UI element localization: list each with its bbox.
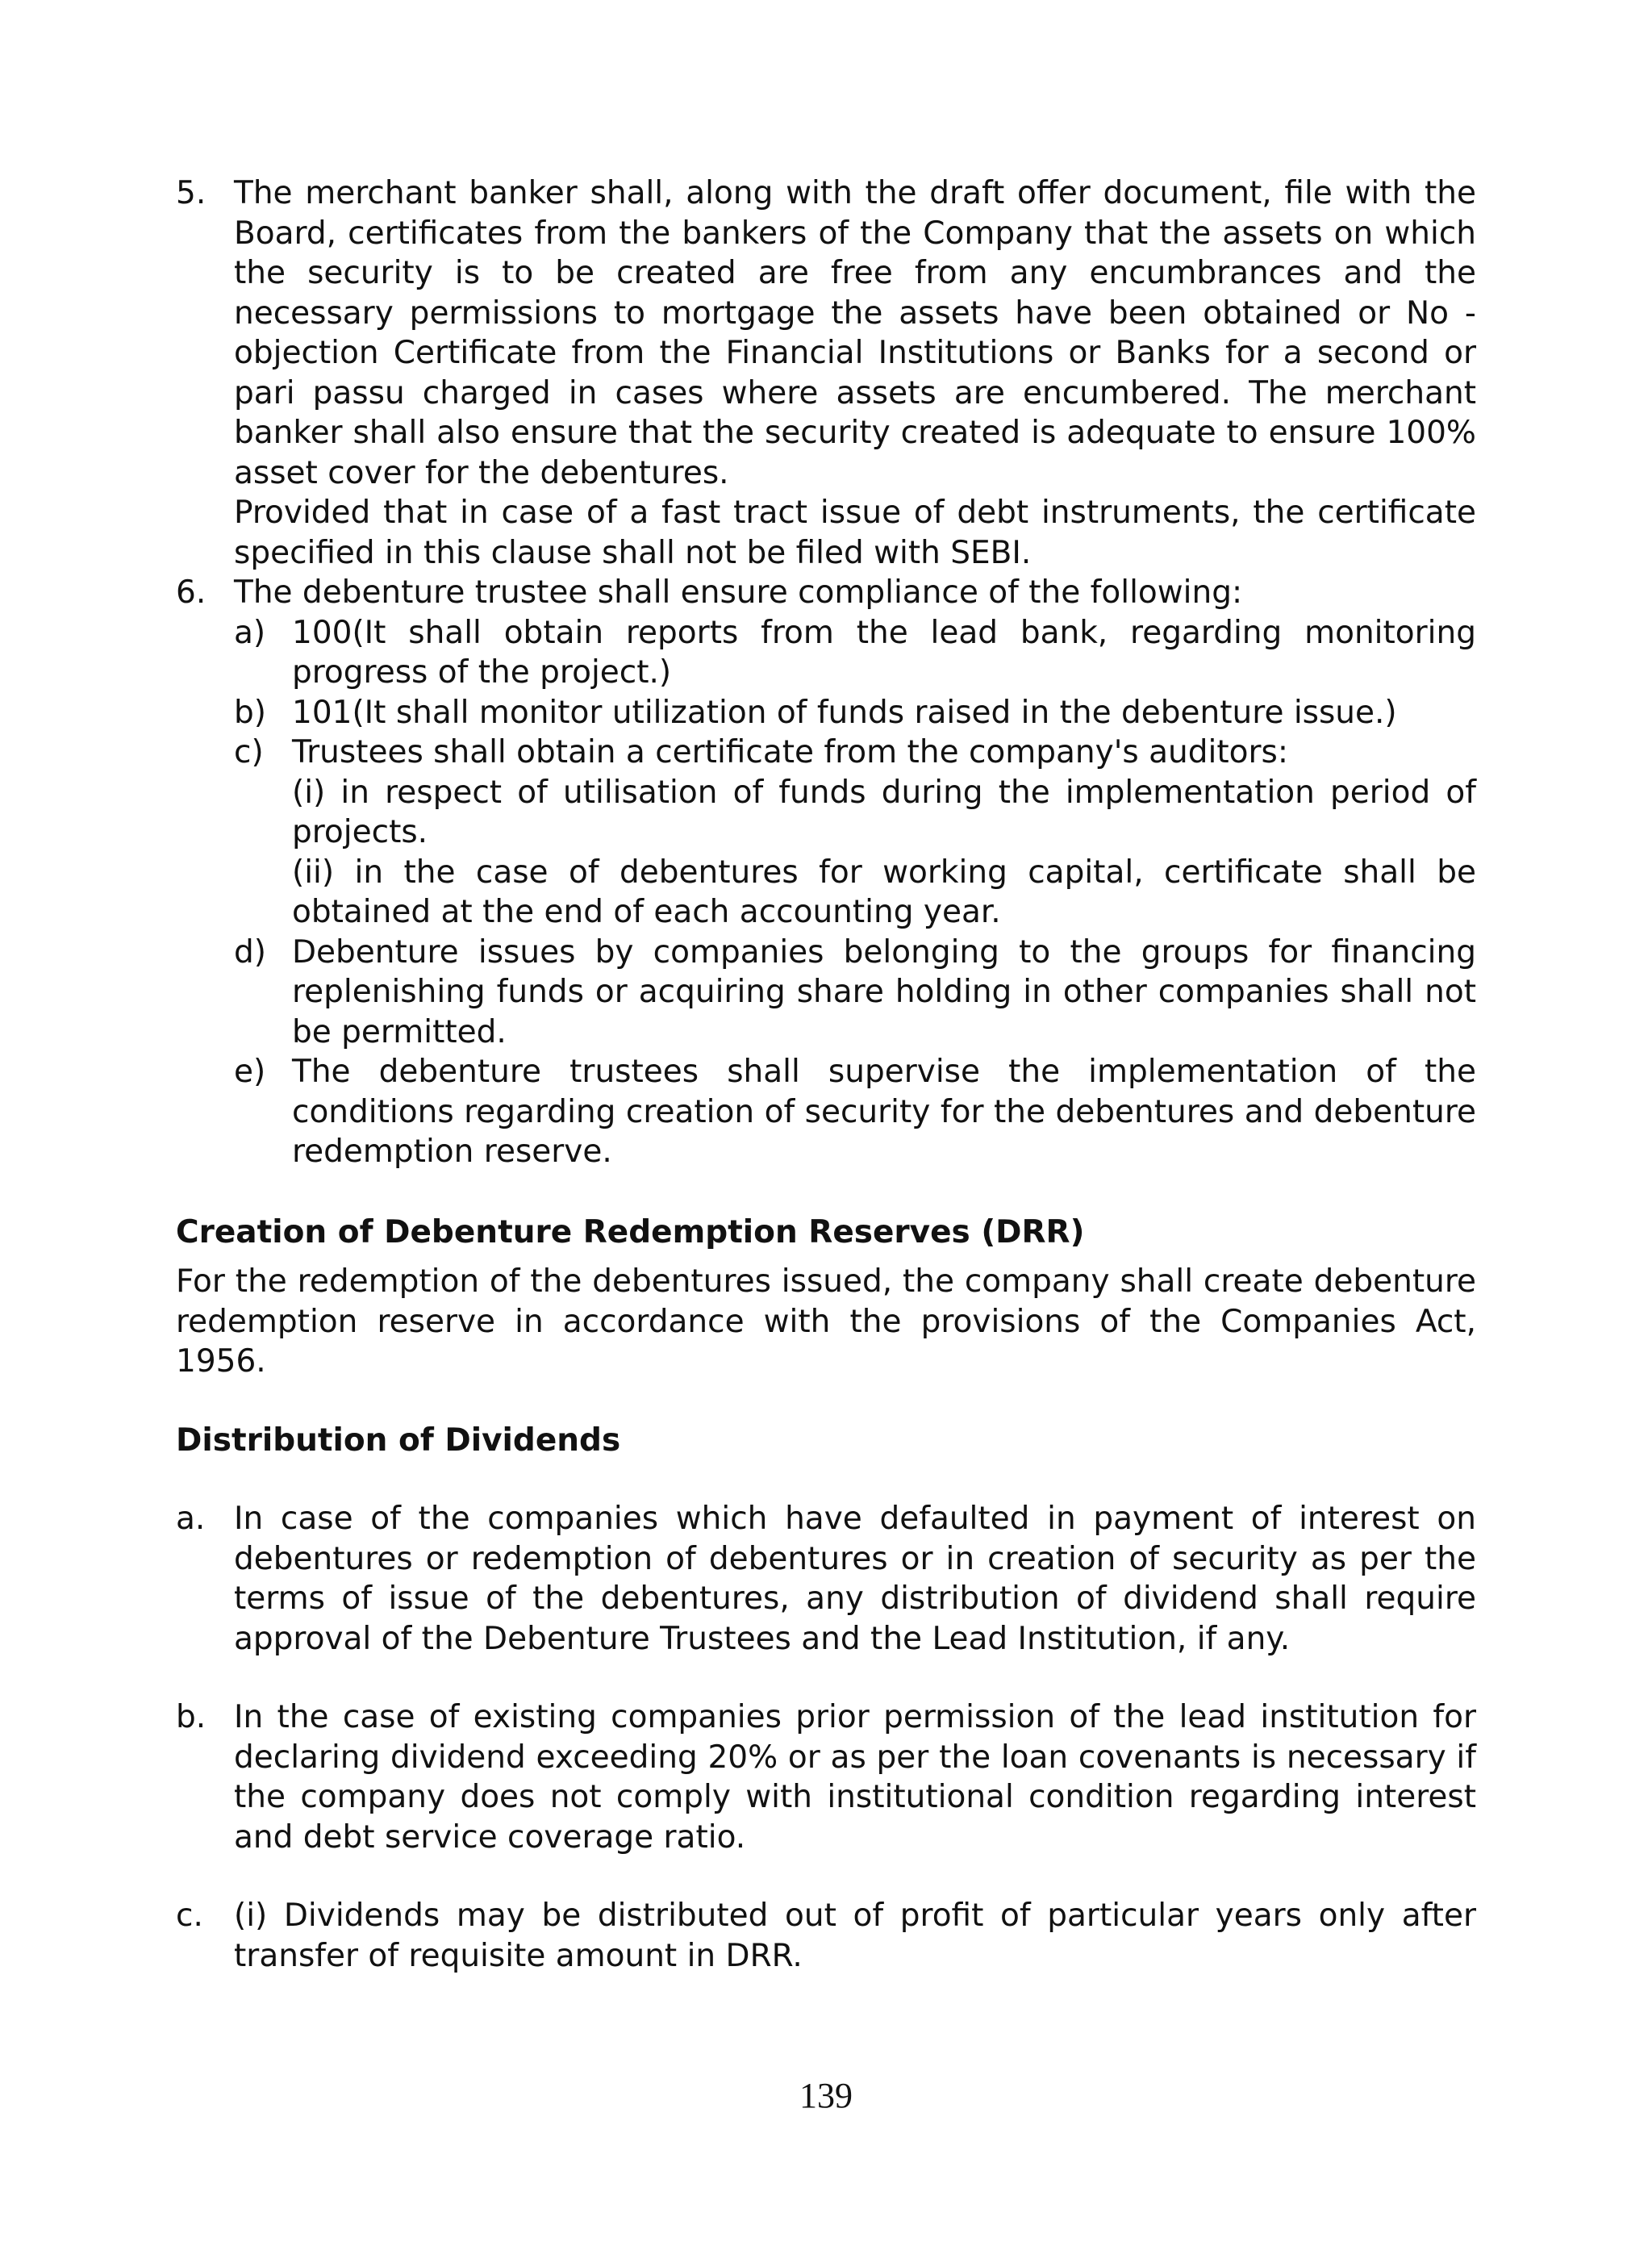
- item-paragraph: The merchant banker shall, along with the draft offer document, file with the Board, certificates from the bankers of the Company that the assets on which the security is to be created are free from any encumbrances and the necessary permissions to mortgage the assets have been obtained or No - objection Certificate from the Financial Institutions or Banks for a second or pari passu charged in cases where assets are encumbered. The merchant banker shall also ensure that the security created is adequate to ensure 100% asset cover for the debentures.: [234, 175, 1476, 491]
- item-intro: The debenture trustee shall ensure compliance of the following:: [234, 574, 1243, 611]
- sub-item-text: 101(It shall monitor utilization of funds raised in the debenture issue.): [292, 694, 1397, 731]
- list-item-6: [176, 573, 1476, 1172]
- item-number: 5.: [176, 175, 206, 211]
- sub-item-e: [234, 1052, 1476, 1172]
- sub-item-a: [234, 613, 1476, 693]
- section-heading-dividends: Distribution of Dividends: [176, 1422, 621, 1459]
- sub-item-text: Debenture issues by companies belonging to the groups for financing replenishing funds or acquiring share holding in other companies shall not be permitted.: [292, 933, 1476, 1050]
- item-text: In the case of existing companies prior permission of the lead institution for declaring dividend exceeding 20% or as per the loan covenants is necessary if the company does not comply with institutional condition regarding interest and debt service coverage ratio.: [234, 1699, 1476, 1856]
- item-number: 6.: [176, 574, 206, 611]
- item-number: a.: [176, 1501, 206, 1537]
- drr-paragraph: For the redemption of the debentures issued, the company shall create debenture redemption reserve in accordance with the provisions of the Companies Act, 1956.: [176, 1263, 1476, 1380]
- sub-item-number: d): [234, 933, 266, 971]
- sub-item-d: [234, 933, 1476, 1053]
- list-item-5: [176, 173, 1476, 573]
- sub-item-number: c): [234, 734, 264, 770]
- sub-item-text: The debenture trustees shall supervise the implementation of the conditions regarding creation of security for the debentures and debenture redemption reserve.: [292, 1054, 1476, 1170]
- sub-item-number: a): [234, 614, 266, 651]
- sub-item-c: [234, 733, 1476, 933]
- sub-item-line-ii: (ii) in the case of debentures for working capital, certificate shall be obtained at the end of each accounting year.: [292, 854, 1476, 930]
- sub-item-number: b): [234, 694, 266, 731]
- dividend-item-b: [176, 1697, 1476, 1857]
- item-text: (i) Dividends may be distributed out of profit of particular years only after transfer of requisite amount in DRR.: [234, 1898, 1476, 1974]
- item-paragraph-proviso: Provided that in case of a fast tract issue of debt instruments, the certificate specified in this clause shall not be filed with SEBI.: [234, 495, 1476, 571]
- dividend-item-c: [176, 1896, 1476, 1976]
- sub-item-text: Trustees shall obtain a certificate from the company's auditors:: [292, 734, 1288, 770]
- sub-item-number: e): [234, 1054, 266, 1090]
- section-heading-drr: Creation of Debenture Redemption Reserves (DRR): [176, 1213, 1085, 1250]
- sub-item-text: 100(It shall obtain reports from the lead bank, regarding monitoring progress of the project.): [292, 614, 1476, 691]
- dividend-item-a: [176, 1499, 1476, 1659]
- sub-item-b: [234, 693, 1476, 733]
- document-page: [176, 173, 1476, 1976]
- page-number: 139: [799, 2076, 853, 2115]
- sub-item-line-i: (i) in respect of utilisation of funds during the implementation period of projects.: [292, 774, 1476, 850]
- item-number: c.: [176, 1898, 203, 1934]
- item-number: b.: [176, 1699, 206, 1735]
- item-text: In case of the companies which have defaulted in payment of interest on debentures or redemption of debentures or in creation of security as per the terms of issue of the debentures, any distribution of dividend shall require approval of the Debenture Trustees and the Lead Institution, if any.: [234, 1501, 1476, 1657]
